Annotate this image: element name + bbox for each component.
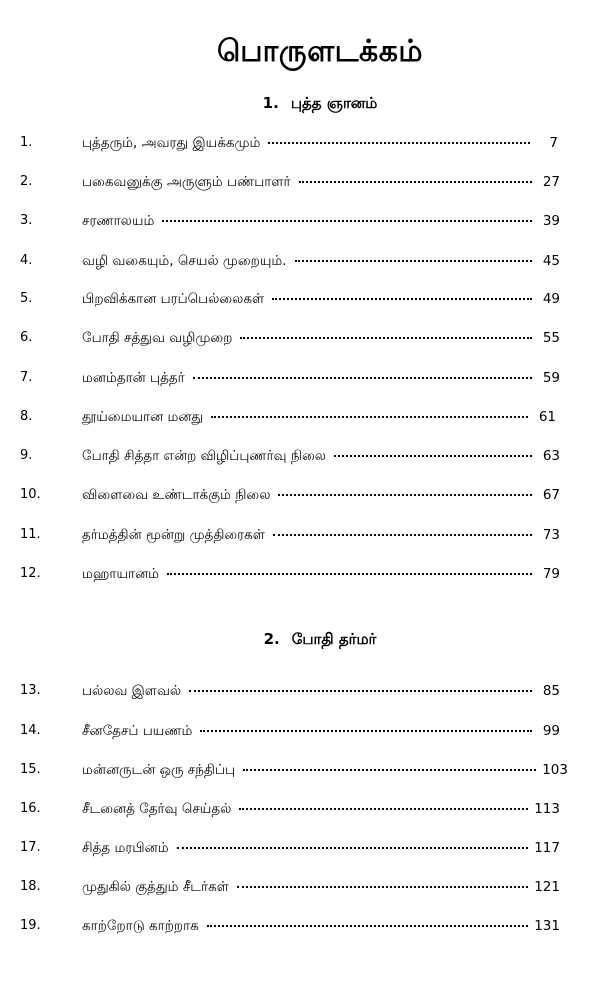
toc-entry[interactable] [0, 287, 600, 311]
toc-entry[interactable] [0, 326, 600, 350]
leader-dots [207, 915, 528, 927]
leader-dots [239, 798, 528, 810]
entry-title: சரணாலயம் [82, 213, 155, 229]
toc-entry[interactable] [0, 562, 600, 586]
entry-page: 113 [534, 801, 560, 817]
toc-entry[interactable] [0, 131, 600, 155]
entry-page: 7 [549, 135, 558, 151]
entry-title: சீடனைத் தேர்வு செய்தல் [82, 801, 232, 817]
entry-page: 55 [542, 330, 560, 346]
leader-dots [237, 876, 528, 888]
entry-title: மஹாயானம் [82, 566, 160, 582]
entry-number: 15. [20, 762, 41, 777]
page-title: பொருளடக்கம் [216, 34, 424, 69]
leader-dots [334, 445, 532, 457]
entry-number: 4. [20, 253, 33, 268]
leader-dots [167, 563, 532, 575]
section-title: புத்த ஞானம் [290, 94, 378, 112]
entry-page: 121 [534, 879, 560, 895]
entry-number: 12. [20, 566, 41, 581]
toc-entry[interactable] [0, 444, 600, 468]
toc-entry[interactable] [0, 719, 600, 743]
leader-dots [189, 680, 532, 692]
entry-number: 18. [20, 879, 41, 894]
leader-dots [272, 288, 532, 300]
entry-number: 19. [20, 918, 41, 933]
leader-dots [162, 210, 532, 222]
toc-entry[interactable] [0, 483, 600, 507]
entry-title: காற்றோடு காற்றாக [82, 918, 199, 934]
entry-number: 3. [20, 213, 33, 228]
entry-page: 99 [542, 723, 560, 739]
entry-title: பல்லவ இளவல் [82, 683, 182, 699]
entry-page: 61 [538, 409, 556, 425]
toc-entry[interactable] [0, 914, 600, 938]
leader-dots [200, 720, 532, 732]
section-number: 2. [263, 630, 280, 648]
entry-number: 2. [20, 174, 33, 189]
entry-number: 8. [20, 409, 33, 424]
entry-page: 117 [534, 840, 560, 856]
entry-number: 17. [20, 840, 41, 855]
toc-entry[interactable] [0, 366, 600, 390]
leader-dots [240, 327, 532, 339]
entry-title: சித்த மரபினம் [82, 840, 169, 856]
entry-number: 11. [20, 527, 41, 542]
entry-page: 85 [542, 683, 560, 699]
entry-number: 1. [20, 135, 33, 150]
leader-dots [295, 250, 532, 262]
entry-title: மனம்தான் புத்தர் [82, 370, 185, 386]
leader-dots [278, 484, 532, 496]
leader-dots [273, 524, 532, 536]
entry-number: 10. [20, 487, 41, 502]
entry-number: 14. [20, 723, 41, 738]
toc-entry[interactable] [0, 758, 600, 782]
entry-title: புத்தரும், அவரது இயக்கமும் [82, 135, 261, 151]
toc-entry[interactable] [0, 170, 600, 194]
entry-number: 5. [20, 291, 33, 306]
entry-page: 73 [542, 527, 560, 543]
toc-entry[interactable] [0, 405, 600, 429]
entry-page: 63 [542, 448, 560, 464]
entry-page: 103 [542, 762, 568, 778]
leader-dots [268, 132, 530, 144]
entry-title: சீனதேசப் பயணம் [82, 723, 193, 739]
entry-title: வழி வகையும், செயல் முறையும். [82, 253, 287, 269]
toc-entry[interactable] [0, 249, 600, 273]
toc-entry[interactable] [0, 836, 600, 860]
entry-number: 13. [20, 683, 41, 698]
entry-number: 9. [20, 448, 33, 463]
entry-title: பிறவிக்கான பரப்பெல்லைகள் [82, 291, 265, 307]
entry-page: 67 [542, 487, 560, 503]
section-title: போதி தர்மர் [291, 630, 377, 648]
leader-dots [299, 171, 532, 183]
leader-dots [177, 837, 529, 849]
entry-title: போதி சத்துவ வழிமுறை [82, 330, 233, 346]
entry-number: 6. [20, 330, 33, 345]
section-heading-1 [0, 94, 600, 114]
leader-dots [193, 367, 532, 379]
entry-title: விளைவை உண்டாக்கும் நிலை [82, 487, 271, 503]
entry-title: தூய்மையான மனது [82, 409, 204, 425]
entry-number: 16. [20, 801, 41, 816]
entry-title: முதுகில் குத்தும் சீடர்கள் [82, 879, 229, 895]
toc-entry[interactable] [0, 797, 600, 821]
entry-page: 59 [542, 370, 560, 386]
entry-page: 131 [534, 918, 560, 934]
entry-page: 49 [542, 291, 560, 307]
entry-title: தர்மத்தின் மூன்று முத்திரைகள் [82, 527, 265, 543]
entry-page: 27 [542, 174, 560, 190]
toc-entry[interactable] [0, 679, 600, 703]
leader-dots [243, 759, 536, 771]
entry-title: பகைவனுக்கு அருளும் பண்பாளர் [82, 174, 291, 190]
entry-title: போதி சித்தா என்ற விழிப்புணர்வு நிலை [82, 448, 326, 464]
toc-entry[interactable] [0, 875, 600, 899]
section-heading-2 [0, 630, 600, 650]
leader-dots [211, 406, 528, 418]
entry-number: 7. [20, 370, 33, 385]
entry-page: 39 [542, 213, 560, 229]
entry-page: 45 [542, 253, 560, 269]
entry-page: 79 [542, 566, 560, 582]
toc-entry[interactable] [0, 523, 600, 547]
entry-title: மன்னருடன் ஒரு சந்திப்பு [82, 762, 236, 778]
toc-entry[interactable] [0, 209, 600, 233]
section-number: 1. [262, 94, 279, 112]
